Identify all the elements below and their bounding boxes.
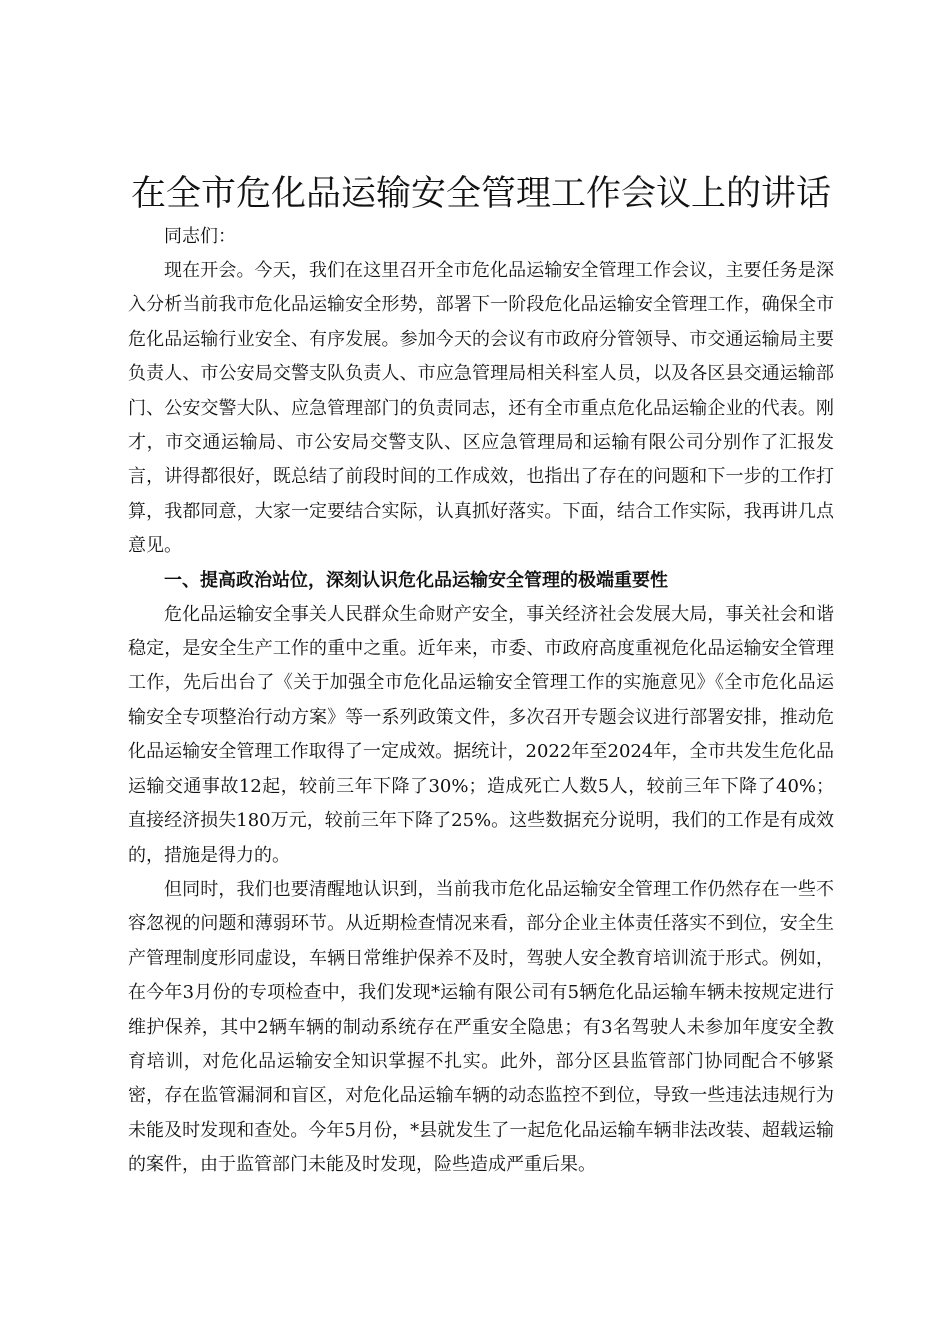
section1-paragraph-2: 但同时，我们也要清醒地认识到，当前我市危化品运输安全管理工作仍然存在一些不容忽视的问题和薄弱环节。从近期检查情况来看，部分企业主体责任落实不到位，安全生产管理制度形同虚设，车辆日常维护保养不及时，驾驶人安全教育培训流于形式。例如，在今年3月份的专项检查中，我们发现*运输有限公司有5辆危化品运输车辆未按规定进行维护保养，其中2辆车辆的制动系统存在严重安全隐患；有3名驾驶人未参加年度安全教育培训，对危化品运输安全知识掌握不扎实。此外，部分区县监管部门协同配合不够紧密，存在监管漏洞和盲区，对危化品运输车辆的动态监控不到位，导致一些违法违规行为未能及时发现和查处。今年5月份，*县就发生了一起危化品运输车辆非法改装、超载运输的案件，由于监管部门未能及时发现，险些造成严重后果。: [128, 878, 834, 1176]
section1-paragraph-1: 危化品运输安全事关人民群众生命财产安全，事关经济社会发展大局，事关社会和谐稳定，是安全生产工作的重中之重。近年来，市委、市政府高度重视危化品运输安全管理工作，先后出台了《关于加强全市危化品运输安全管理工作的实施意见》《全市危化品运输安全专项整治行动方案》等一系列政策文件，多次召开专题会议进行部署安排，推动危化品运输安全管理工作取得了一定成效。据统计，2022年至2024年，全市共发生危化品运输交通事故12起，较前三年下降了30%；造成死亡人数5人，较前三年下降了40%；直接经济损失180万元，较前三年下降了25%。这些数据充分说明，我们的工作是有成效的，措施是得力的。: [128, 603, 834, 866]
document-body: [128, 168, 834, 1183]
opening-paragraph: 现在开会。今天，我们在这里召开全市危化品运输安全管理工作会议，主要任务是深入分析当前我市危化品运输安全形势，部署下一阶段危化品运输安全管理工作，确保全市危化品运输行业安全、有序发展。参加今天的会议有市政府分管领导、市交通运输局主要负责人、市公安局交警支队负责人、市应急管理局相关科室人员，以及各区县交通运输部门、公安交警大队、应急管理部门的负责同志，还有全市重点危化品运输企业的代表。刚才，市交通运输局、市公安局交警支队、区应急管理局和运输有限公司分别作了汇报发言，讲得都很好，既总结了前段时间的工作成效，也指出了存在的问题和下一步的工作打算，我都同意，大家一定要结合实际，认真抓好落实。下面，结合工作实际，我再讲几点意见。: [128, 260, 834, 557]
document-title: 在全市危化品运输安全管理工作会议上的讲话: [130, 174, 831, 214]
salutation: 同志们：: [164, 226, 236, 247]
section-heading-1: 一、提高政治站位，深刻认识危化品运输安全管理的极端重要性: [164, 569, 668, 591]
